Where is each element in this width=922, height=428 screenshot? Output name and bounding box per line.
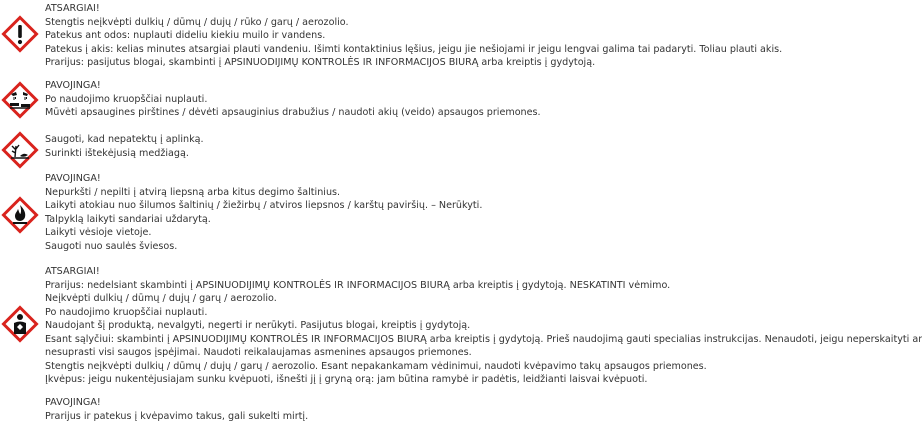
- exclamation-mark-pictogram-icon: [2, 16, 38, 52]
- block-4-line-3: Laikyti atokiau nuo šilumos šaltinių / žiežirbų / atviros liepsnos / karštų paviršių. – Nerūkyti.: [45, 200, 483, 211]
- health-hazard-pictogram-icon: [2, 306, 38, 342]
- block-5-line-5: Naudojant šį produktą, nevalgyti, negerti ir nerūkyti. Pasijutus blogai, kreiptis į gydytoją.: [45, 320, 471, 331]
- block-4-line-5: Laikyti vėsioje vietoje.: [45, 227, 152, 238]
- block-2-line-3: Mūvėti apsaugines pirštines / dėvėti apsauginius drabužius / naudoti akių (veido) apsaugos priemones.: [45, 107, 541, 118]
- block-5-line-8: Stengtis neįkvėpti dulkių / dūmų / dujų / garų / aerozolio. Esant nepakankamam vėdinimui, naudoti kvėpavimo takų apsaugos priemones.: [45, 360, 707, 372]
- corrosion-pictogram-icon: [2, 82, 38, 118]
- block-1-line-2: Stengtis neįkvėpti dulkių / dūmų / dujų / rūko / garų / aerozolio.: [45, 16, 349, 28]
- block-4-line-1: PAVOJINGA!: [45, 173, 101, 184]
- block-6-line-2: Prarijus ir patekus į kvėpavimo takus, gali sukelti mirtį.: [45, 410, 309, 422]
- block-5-line-3: Neįkvėpti dulkių / dūmų / dujų / garų / aerozolio.: [45, 293, 277, 304]
- block-1-line-1: ATSARGIAI!: [45, 3, 100, 14]
- block-5-line-9: Įkvėpus: jeigu nukentėjusiajam sunku kvėpuoti, išnešti jį į gryną orą: jam būtina ramybė ir padėtis, leidžianti laisvai kvėpuoti.: [45, 374, 648, 385]
- block-4-line-6: Saugoti nuo saulės šviesos.: [45, 240, 178, 252]
- block-4-line-4: Talpyklą laikyti sandariai uždarytą.: [45, 213, 211, 225]
- block-2-line-2: Po naudojimo kruopščiai nuplauti.: [45, 93, 208, 105]
- block-4-line-2: Nepurkšti / nepilti į atvirą liepsną arba kitus degimo šaltinius.: [45, 186, 341, 198]
- block-5-line-7: nesuprasti visi saugos įspėjimai. Naudoti reikalaujamas asmenines apsaugos priemones.: [45, 347, 472, 358]
- flame-pictogram-icon: [2, 197, 38, 233]
- block-3-line-2: Surinkti ištekėjusią medžiagą.: [45, 147, 189, 159]
- block-5-line-6: Esant sąlyčiui: skambinti į APSINUODIJIMŲ KONTROLĖS IR INFORMACIJOS BIURĄ arba kreiptis į gydytoją. Prieš naudojimą gauti specialias instrukcijas. Nenaudoti, jeigu neperskaityti ar: [45, 333, 922, 345]
- block-2-line-1: PAVOJINGA!: [45, 80, 101, 91]
- block-1-line-5: Prarijus: pasijutus blogai, skambinti į APSINUODIJIMŲ KONTROLĖS IR INFORMACIJOS BIURĄ arba kreiptis į gydytoją.: [45, 57, 596, 68]
- block-5-line-1: ATSARGIAI!: [45, 266, 100, 277]
- block-5-line-4: Po naudojimo kruopščiai nuplauti.: [45, 306, 208, 318]
- block-3-line-1: Saugoti, kad nepatektų į aplinką.: [45, 134, 204, 145]
- block-1-line-4: Patekus į akis: kelias minutes atsargiai plauti vandeniu. Išimti kontaktinius lęšius, jeigu jie nešiojami ir jeigu lengvai galima tai padaryti. Toliau plauti akis.: [45, 43, 783, 55]
- block-1-line-3: Patekus ant odos: nuplauti dideliu kiekiu muilo ir vandens.: [45, 30, 326, 41]
- environment-pictogram-icon: [2, 132, 38, 168]
- block-5-line-2: Prarijus: nedelsiant skambinti į APSINUODIJIMŲ KONTROLĖS IR INFORMACIJOS BIURĄ arba kreiptis į gydytoją. NESKATINTI vėmimo.: [45, 279, 671, 291]
- block-6-line-1: PAVOJINGA!: [45, 397, 101, 408]
